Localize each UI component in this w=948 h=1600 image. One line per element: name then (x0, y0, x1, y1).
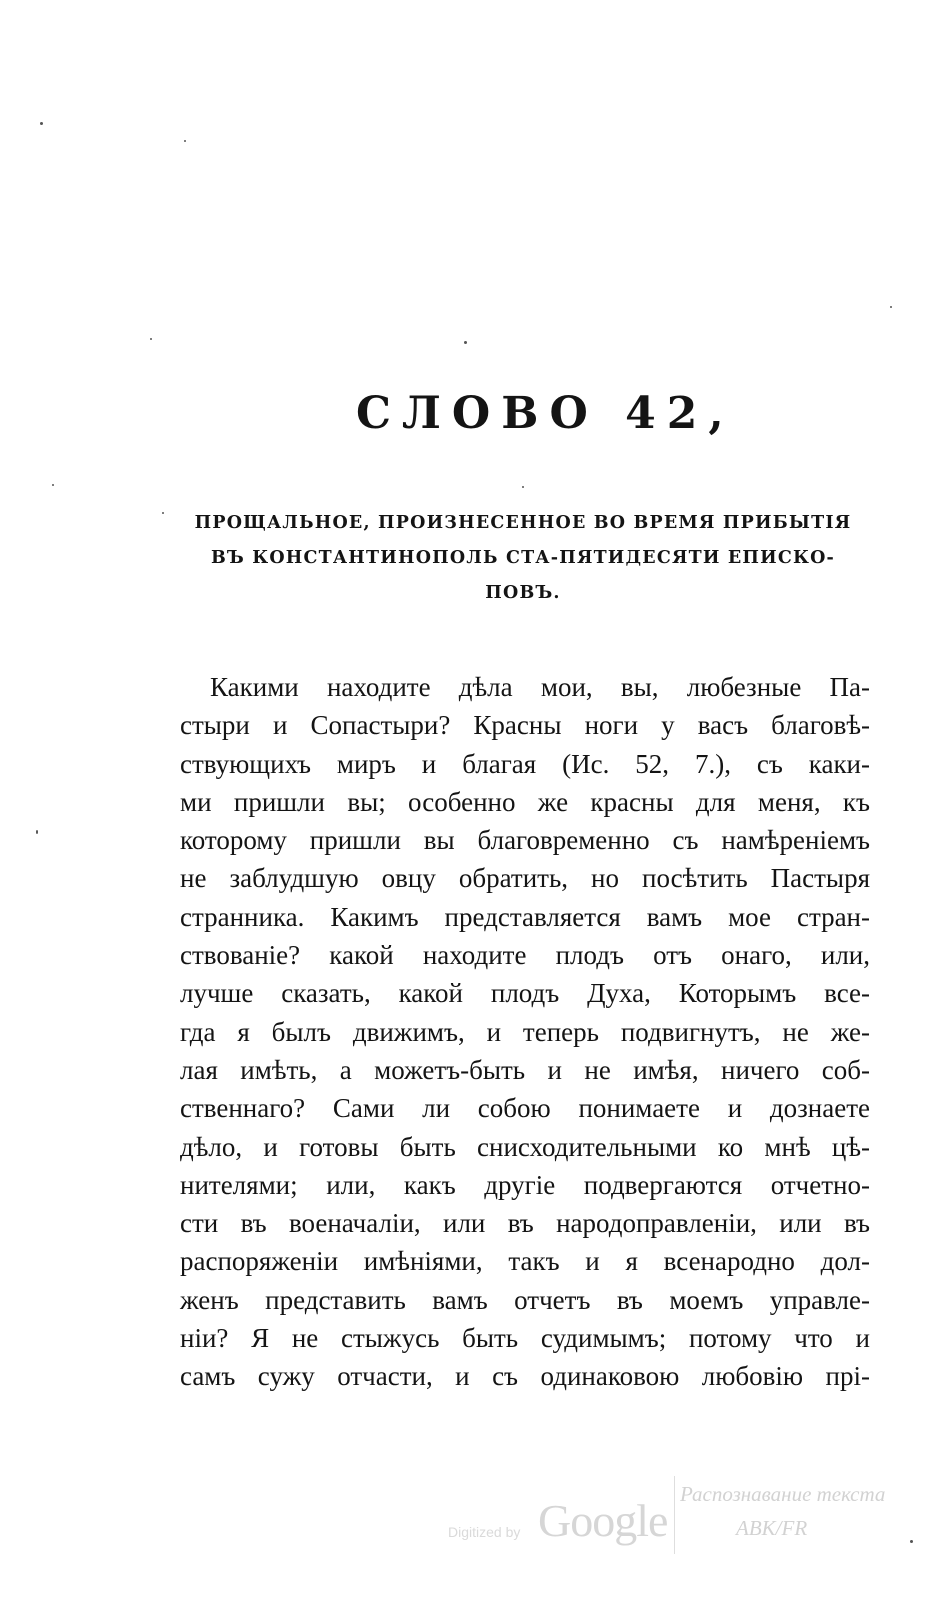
body-line: ствующихъ миръ и благая (Ис. 52, 7.), съ каки- (180, 748, 870, 779)
speck (162, 512, 164, 514)
digitized-by-label: Digitized by (448, 1524, 521, 1540)
body-line: гда я былъ движимъ, и теперь подвигнутъ, не же- (180, 1016, 870, 1047)
google-logo: Google (538, 1495, 668, 1546)
body-line: Какими находите дѣла мои, вы, любезные Па- (210, 672, 870, 702)
digitization-watermark (440, 1466, 948, 1600)
subtitle-line: ПОВЪ. (485, 583, 561, 603)
body-line: нителями; или, какъ другіе подвергаются отчетно- (180, 1169, 870, 1200)
body-line: странника. Какимъ представляется вамъ мое стран- (180, 901, 870, 932)
speck (522, 486, 524, 488)
watermark-divider (674, 1476, 675, 1554)
body-line: ственнаго? Сами ли собою понимаете и дознаете (180, 1093, 870, 1124)
body-line: лая имѣть, а можетъ-быть и не имѣя, ничего соб- (180, 1054, 870, 1085)
speck (184, 140, 186, 142)
speck (150, 338, 152, 340)
recognition-label: Распознавание текста (680, 1482, 886, 1506)
body-line: распоряженіи имѣніями, такъ и я всенародно дол- (180, 1246, 870, 1277)
speck (40, 122, 43, 125)
speck (464, 341, 467, 344)
body-line: лучше сказать, какой плодъ Духа, Которымъ все- (180, 978, 870, 1009)
speck (36, 830, 38, 834)
body-line: ми пришли вы; особенно же красны для меня, къ (180, 786, 870, 817)
body-line: которому пришли вы благовременно съ намѣреніемъ (180, 825, 870, 856)
body-text (180, 668, 870, 1396)
sermon-title: СЛОВО 42, (356, 388, 735, 439)
speck (890, 306, 892, 308)
subtitle-line: ВЪ КОНСТАНТИНОПОЛЬ СТА-ПЯТИДЕСЯТИ ЕПИСКО- (210, 548, 836, 568)
body-line: женъ представить вамъ отчетъ въ моемъ управле- (180, 1284, 870, 1315)
body-line: ніи? Я не стыжусь быть судимымъ; потому что и (180, 1323, 870, 1354)
body-line: сти въ военачаліи, или въ народоправленіи, или въ (180, 1208, 870, 1239)
subtitle-line: ПРОЩАЛЬНОЕ, ПРОИЗНЕСЕННОЕ ВО ВРЕМЯ ПРИБЫТІЯ (194, 513, 852, 533)
body-line: дѣло, и готовы быть снисходительными ко мнѣ цѣ- (180, 1131, 870, 1162)
body-line: не заблудшую овцу обратить, но посѣтить Пастыря (180, 863, 870, 894)
credit-label: ABK/FR (736, 1516, 808, 1540)
body-line: самъ сужу отчасти, и съ одинаковою любовію прі- (180, 1361, 870, 1392)
body-line: ствованіе? какой находите плодъ отъ онаго, или, (180, 940, 870, 971)
speck (52, 484, 54, 486)
body-line: стыри и Сопастыри? Красны ноги у васъ благовѣ- (180, 710, 870, 741)
sermon-subtitle (178, 506, 868, 611)
